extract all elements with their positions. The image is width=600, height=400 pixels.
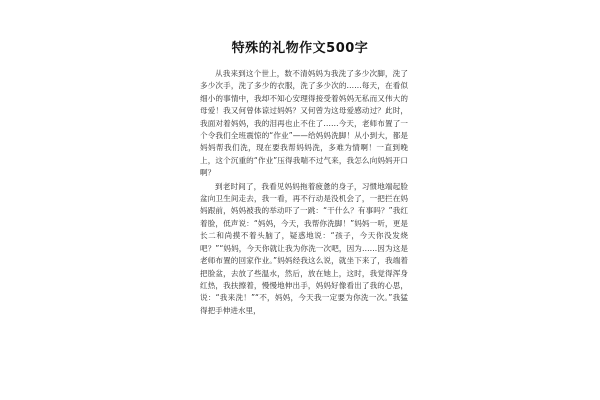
document-body [200, 68, 408, 317]
document-title: 特殊的礼物作文500字 [231, 41, 369, 56]
paragraph-1: 从我来到这个世上，数不清妈妈为我洗了多少次脚，洗了多少次手，洗了多少的衣服，洗了多少次的……每天，在看似细小的事情中，我却不知心安理得接受着妈妈无私而又伟大的母爱！我又何曾体谅过妈妈？又何曾为这母爱感动过？此时，我面对着妈妈，我的泪再也止不住了……今天，老师布置了一个令我们全班震惊的“作业”——给妈妈洗脚！从小到大，都是妈妈帮我们洗，现在要我帮妈妈洗，多难为情啊！一直到晚上，这个沉重的“作业”压得我喘不过气来，我怎么向妈妈开口啊？ [200, 69, 408, 178]
paragraph-2: 到老时间了，我看见妈妈拖着疲惫的身子，习惯地端起脸盆向卫生间走去，我一看，再不行动是没机会了，一把拦在妈妈跟前，妈妈被我的举动吓了一跳：“干什么？有事吗？”我红着脸，低声说：“妈妈，今天，我帮你洗脚！”妈妈一听，更是长二和尚摸不着头脑了，疑惑地说：“孩子，今天你没发烧吧？”“妈妈，今天你就让我为你洗一次吧，因为……因为这是老师布置的回家作业。”妈妈经我这么说，就坐下来了，我端着把脸盆，去放了些温水，然后，放在她上，这时，我觉得浑身红热，我扶擦着，慢慢地伸出手，妈妈好像看出了我的心思，说：“我来洗！”“不，妈妈，今天我一定要为你洗一次。”我猛得把手伸进水里， [200, 181, 408, 315]
